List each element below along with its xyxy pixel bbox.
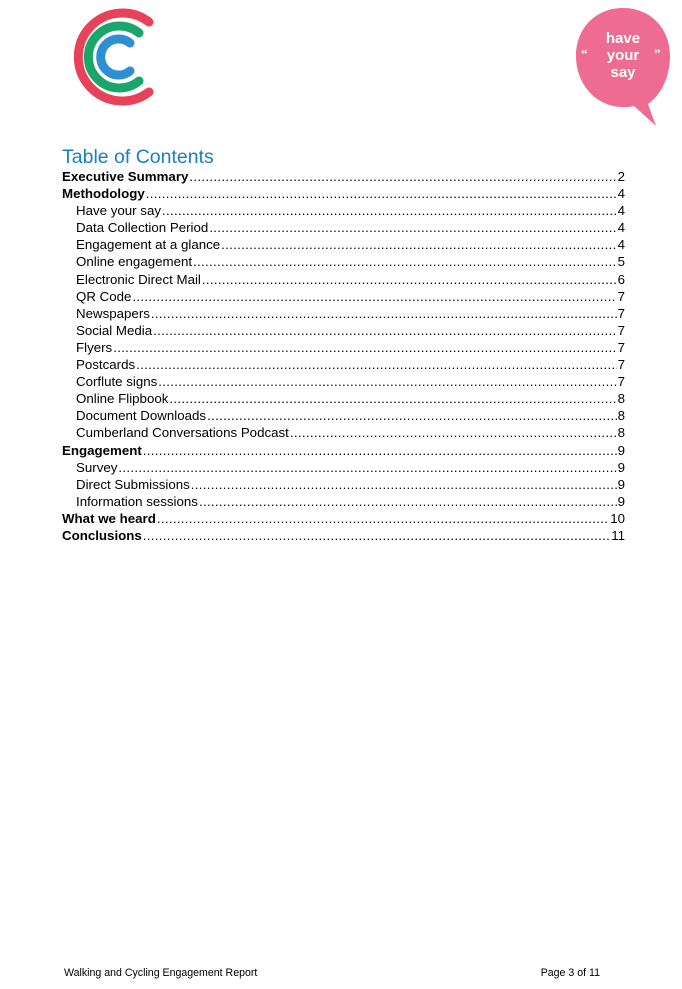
toc-dot-leader bbox=[169, 390, 616, 407]
toc-dot-leader bbox=[290, 424, 617, 441]
footer-page-indicator: Page 3 of 11 bbox=[540, 967, 600, 979]
toc-dot-leader bbox=[199, 493, 617, 510]
toc-entry[interactable] bbox=[62, 219, 625, 236]
toc-entry[interactable] bbox=[62, 476, 625, 493]
toc-dot-leader bbox=[189, 168, 616, 185]
toc-entry-label: Electronic Direct Mail bbox=[76, 271, 201, 287]
toc-entry-label: Document Downloads bbox=[76, 408, 207, 424]
toc-entry-page: 7 bbox=[617, 339, 625, 355]
toc-dot-leader bbox=[118, 459, 616, 476]
toc-entry-label: Flyers bbox=[76, 339, 113, 355]
toc-entry[interactable] bbox=[62, 373, 625, 390]
toc-entry-label: Direct Submissions bbox=[76, 476, 190, 492]
table-of-contents bbox=[62, 168, 625, 544]
toc-entry-page: 5 bbox=[617, 254, 625, 270]
toc-entry-page: 2 bbox=[617, 169, 625, 184]
toc-entry-page: 4 bbox=[617, 186, 625, 202]
toc-dot-leader bbox=[207, 407, 617, 424]
toc-entry[interactable] bbox=[62, 442, 625, 459]
toc-entry[interactable] bbox=[62, 185, 625, 202]
toc-entry-label: Conclusions bbox=[62, 527, 142, 543]
toc-entry-page: 9 bbox=[617, 476, 625, 492]
toc-entry-page: 8 bbox=[617, 425, 625, 441]
toc-entry-label: QR Code bbox=[76, 288, 132, 304]
toc-entry-page: 8 bbox=[617, 408, 625, 424]
toc-entry-page: 4 bbox=[617, 203, 625, 219]
svg-text:“: “ bbox=[581, 46, 588, 61]
logo-text-your: your bbox=[606, 47, 640, 64]
logo-text-have: have bbox=[605, 30, 641, 47]
toc-entry[interactable] bbox=[62, 424, 625, 441]
toc-entry-label: Engagement at a glance bbox=[76, 237, 221, 253]
toc-entry[interactable] bbox=[62, 236, 625, 253]
toc-entry-page: 6 bbox=[617, 271, 625, 287]
toc-dot-leader bbox=[221, 236, 616, 253]
toc-dot-leader bbox=[191, 476, 617, 493]
toc-entry-label: Executive Summary bbox=[62, 169, 189, 184]
toc-entry[interactable] bbox=[62, 168, 625, 185]
toc-entry-label: Corflute signs bbox=[76, 374, 158, 390]
toc-dot-leader bbox=[151, 305, 617, 322]
toc-entry-page: 10 bbox=[610, 510, 625, 526]
svg-text:”: ” bbox=[654, 46, 661, 61]
toc-entry-page: 7 bbox=[617, 374, 625, 390]
toc-entry-label: Methodology bbox=[62, 186, 145, 202]
toc-entry-page: 4 bbox=[617, 237, 625, 253]
toc-entry-label: Data Collection Period bbox=[76, 220, 209, 236]
toc-entry-label: What we heard bbox=[62, 510, 156, 526]
toc-entry[interactable] bbox=[62, 527, 625, 544]
toc-entry-label: Information sessions bbox=[76, 493, 198, 509]
toc-entry-label: Newspapers bbox=[76, 305, 150, 321]
toc-entry-label: Survey bbox=[76, 459, 118, 475]
toc-entry-page: 9 bbox=[617, 493, 625, 509]
toc-dot-leader bbox=[113, 339, 616, 356]
toc-dot-leader bbox=[143, 527, 610, 544]
toc-dot-leader bbox=[146, 185, 617, 202]
toc-entry[interactable] bbox=[62, 322, 625, 339]
toc-entry-page: 9 bbox=[617, 442, 625, 458]
toc-entry-label: Social Media bbox=[76, 322, 153, 338]
toc-entry-page: 11 bbox=[611, 527, 625, 543]
toc-dot-leader bbox=[136, 356, 616, 373]
toc-dot-leader bbox=[209, 219, 616, 236]
toc-entry-label: Postcards bbox=[76, 357, 136, 373]
toc-entry-label: Online Flipbook bbox=[76, 391, 169, 407]
toc-entry[interactable] bbox=[62, 253, 625, 270]
toc-entry[interactable] bbox=[62, 288, 625, 305]
toc-dot-leader bbox=[143, 442, 617, 459]
toc-dot-leader bbox=[162, 202, 617, 219]
toc-title: Table of Contents bbox=[62, 146, 214, 168]
toc-entry-page: 7 bbox=[617, 322, 625, 338]
toc-dot-leader bbox=[157, 510, 609, 527]
toc-entry[interactable] bbox=[62, 305, 625, 322]
toc-entry-page: 9 bbox=[617, 459, 625, 475]
footer-report-title: Walking and Cycling Engagement Report bbox=[64, 967, 258, 979]
toc-entry-page: 4 bbox=[617, 220, 625, 236]
toc-entry[interactable] bbox=[62, 390, 625, 407]
toc-entry[interactable] bbox=[62, 459, 625, 476]
logo-text-say: say bbox=[610, 64, 636, 81]
toc-entry[interactable] bbox=[62, 510, 625, 527]
toc-entry[interactable] bbox=[62, 493, 625, 510]
toc-dot-leader bbox=[153, 322, 616, 339]
toc-entry-page: 7 bbox=[617, 288, 625, 304]
toc-entry[interactable] bbox=[62, 202, 625, 219]
toc-entry-label: Online engagement bbox=[76, 254, 193, 270]
cumberland-c-logo-icon bbox=[66, 6, 158, 108]
have-your-say-logo-icon bbox=[574, 6, 672, 130]
toc-entry-page: 7 bbox=[617, 357, 625, 373]
toc-dot-leader bbox=[193, 253, 617, 270]
toc-entry-label: Have your say bbox=[76, 203, 161, 219]
toc-entry-page: 7 bbox=[617, 305, 625, 321]
toc-entry[interactable] bbox=[62, 339, 625, 356]
toc-entry[interactable] bbox=[62, 271, 625, 288]
toc-entry-label: Cumberland Conversations Podcast bbox=[76, 425, 289, 441]
toc-dot-leader bbox=[132, 288, 616, 305]
toc-entry-label: Engagement bbox=[62, 442, 142, 458]
toc-entry[interactable] bbox=[62, 407, 625, 424]
toc-entry-page: 8 bbox=[617, 391, 625, 407]
toc-dot-leader bbox=[202, 271, 617, 288]
toc-entry[interactable] bbox=[62, 356, 625, 373]
toc-dot-leader bbox=[158, 373, 616, 390]
